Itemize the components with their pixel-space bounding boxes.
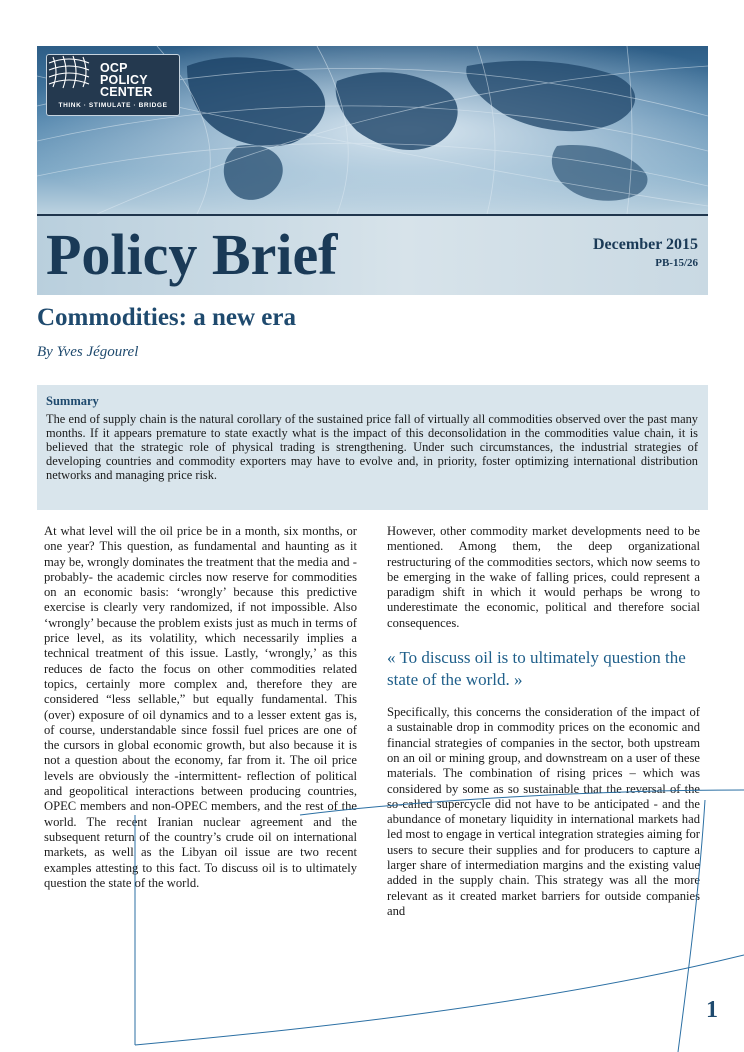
body-column-right bbox=[387, 524, 700, 919]
summary-text: The end of supply chain is the natural corollary of the sustained price fall of virtually all commodities observed over the past many months. If it appears premature to state exactly what is the impact of this deconsolidation in the commodities value chain, it is believed that the strategic role of physical trading is strengthening. Under such circumstances, the industrial strategies of developing countries and commodity exporters may have to evolve and, in priority, foster optimizing international distribution networks and managing price risk. bbox=[46, 412, 698, 482]
page-number: 1 bbox=[706, 997, 718, 1023]
publication-code: PB-15/26 bbox=[655, 257, 698, 269]
title-band bbox=[37, 214, 708, 295]
publication-type-title: Policy Brief bbox=[46, 222, 338, 287]
publication-date-block bbox=[593, 236, 698, 272]
logo-line-2: POLICY bbox=[100, 73, 148, 87]
document-title: Commodities: a new era bbox=[37, 304, 296, 331]
pull-quote: « To discuss oil is to ultimately question the state of the world. » bbox=[387, 648, 686, 690]
logo-tagline: THINK · STIMULATE · BRIDGE bbox=[58, 102, 168, 109]
body-paragraph: At what level will the oil price be in a month, six months, or one year? This question, as fundamental and haunting as it may be, wrongly dominates the treatment that the media and -probably- the academic circles now reserve for commodities on an economic basis: ‘wrongly’ because this predictive exercise is clearly very randomized, if not impossible. Also ‘wrongly’ because the problem exists just as much in terms of price level, as its volatility, which necessarily implies a technical treatment of this issue. Lastly, ‘wrongly,’ as this reduces de facto the focus on other commodities related topics, certainly more complex and, therefore they are considered “less sellable,” but equally fundamental. This (over) exposure of oil dynamics and to a lesser extent gas is, of course, understandable since fossil fuel prices are one of the cursors in global economic growth, but also because it is not a question about the economy, far from it. The oil price levels are obviously the -intermittent- reflection of political and geopolitical interactions between producing countries, OPEC members and non-OPEC members, and the rest of the world. The recent Iranian nuclear agreement and the subsequent return of the country’s crude oil on international markets, as well as the Libyan oil issue are two recent examples attesting to this fact. To discuss oil is to ultimately question the state of the world. bbox=[44, 524, 357, 890]
summary-heading: Summary bbox=[46, 394, 99, 408]
ocp-logo bbox=[46, 54, 180, 116]
logo-line-3: CENTER bbox=[100, 85, 153, 99]
publication-date: December 2015 bbox=[593, 236, 698, 253]
author-byline: By Yves Jégourel bbox=[37, 344, 139, 360]
header-banner bbox=[37, 46, 708, 214]
globe-mesh-icon bbox=[47, 55, 91, 89]
body-paragraph: Specifically, this concerns the consideration of the impact of a sustainable drop in commodity prices on the economic and financial strategies of companies in the sector, both upstream on an oil or mining group, and downstream on a user of these materials. The combination of rising prices – which was considered by some as so sustainable that the reversal of the so-called supercycle did not have to be anticipated - and the abundance of monetary liquidity in international markets had led most to engage in vertical integration strategies aiming for users to secure their supplies and for producers to capture a larger share of intermediation margins and the existing value added in the supply chain. This strategy was all the more relevant as it created market barriers for outside companies and bbox=[387, 705, 700, 918]
logo-line-1: OCP bbox=[100, 61, 128, 75]
summary-box bbox=[37, 385, 708, 510]
body-paragraph: However, other commodity market developments need to be mentioned. Among them, the deep organizational restructuring of the commodities sectors, which now seems to be emerging in the wake of falling prices, could represent a paradigm shift in which it would perhaps be wrong to underestimate the economic, political and therefore social consequences. bbox=[387, 524, 700, 630]
logo-wordmark bbox=[100, 62, 180, 98]
body-column-left bbox=[44, 524, 357, 891]
